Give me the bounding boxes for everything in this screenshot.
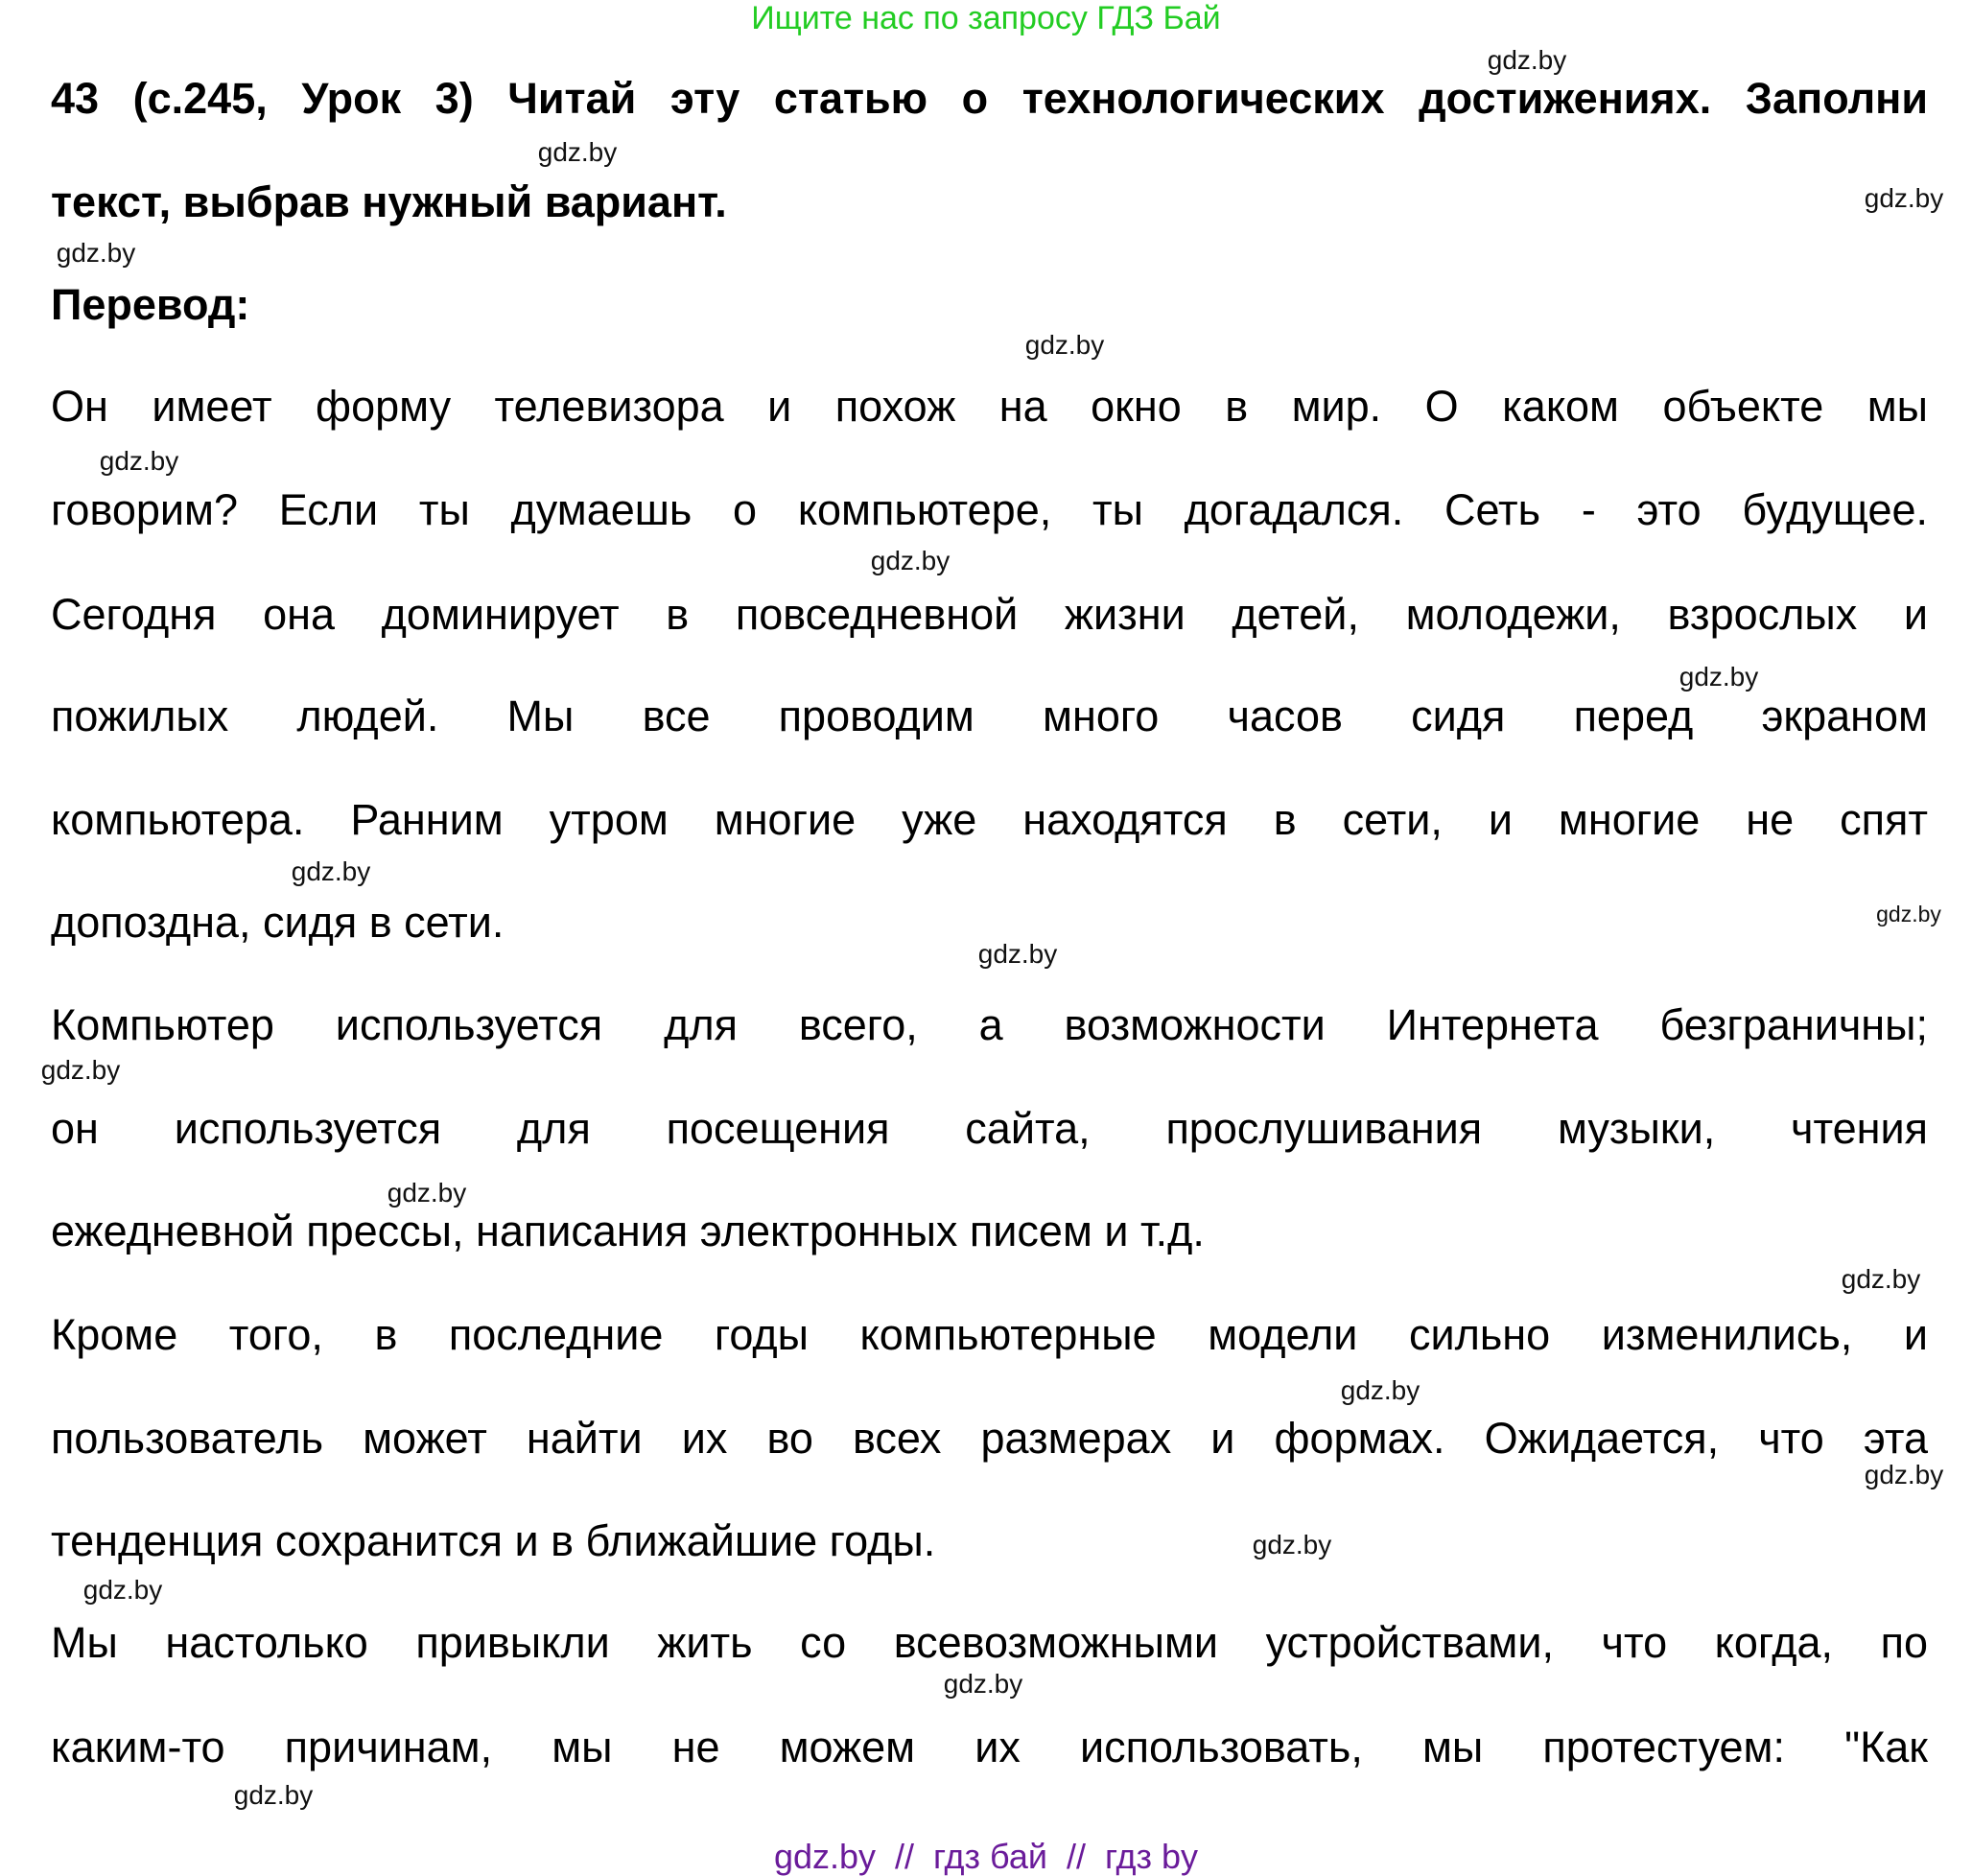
translation-heading: Перевод: [51, 280, 250, 329]
watermark: gdz.by [1864, 183, 1944, 213]
watermark: gdz.by [1864, 1460, 1944, 1489]
watermark: gdz.by [40, 1055, 121, 1085]
body-line: Компьютер используется для всего, а возможности Интернета безграничны; [51, 1000, 1928, 1049]
watermark: gdz.by [1487, 45, 1567, 75]
body-line: пожилых людей. Мы все проводим много часов сидя перед экраном [51, 692, 1928, 740]
body-line: компьютера. Ранним утром многие уже находятся в сети, и многие не спят [51, 795, 1928, 844]
watermark: gdz.by [233, 1780, 314, 1810]
watermark: gdz.by [291, 856, 371, 886]
body-line: Кроме того, в последние годы компьютерные модели сильно изменились, и [51, 1310, 1928, 1359]
watermark: gdz.by [1024, 330, 1105, 360]
watermark: gdz.by [82, 1575, 163, 1605]
body-line: он используется для посещения сайта, прослушивания музыки, чтения [51, 1104, 1928, 1153]
body-line: Сегодня она доминирует в повседневной жизни детей, молодежи, взрослых и [51, 590, 1928, 639]
watermark: gdz.by [1876, 902, 1941, 926]
footer-links[interactable]: gdz.by // гдз бай // гдз by [773, 1837, 1199, 1876]
task-title-line-1: 43 (с.245, Урок 3) Читай эту статью о технологических достижениях. Заполни [51, 74, 1928, 123]
body-line: Он имеет форму телевизора и похож на окно в мир. О каком объекте мы [51, 382, 1928, 431]
body-line: Мы настолько привыкли жить со всевозможными устройствами, что когда, по [51, 1618, 1928, 1667]
watermark: gdz.by [537, 137, 618, 167]
search-banner: Ищите нас по запросу ГДЗ Бай [751, 0, 1221, 36]
watermark: gdz.by [387, 1178, 467, 1208]
body-line: каким-то причинам, мы не можем их использовать, мы протестуем: "Как [51, 1723, 1928, 1771]
watermark: gdz.by [99, 446, 179, 476]
body-line: пользователь может найти их во всех размерах и формах. Ожидается, что эта [51, 1414, 1928, 1463]
watermark: gdz.by [870, 546, 951, 575]
body-line: тенденция сохранится и в ближайшие годы. [51, 1516, 936, 1565]
watermark: gdz.by [1252, 1530, 1332, 1559]
body-line: говорим? Если ты думаешь о компьютере, ты догадался. Сеть - это будущее. [51, 485, 1928, 534]
watermark: gdz.by [1679, 662, 1759, 692]
body-line: ежедневной прессы, написания электронных писем и т.д. [51, 1207, 1205, 1255]
task-title-line-2: текст, выбрав нужный вариант. [51, 177, 727, 226]
watermark: gdz.by [1340, 1375, 1420, 1405]
watermark: gdz.by [943, 1669, 1023, 1699]
watermark: gdz.by [977, 939, 1058, 969]
body-line: допоздна, сидя в сети. [51, 898, 505, 947]
watermark: gdz.by [1841, 1264, 1921, 1294]
watermark: gdz.by [56, 238, 136, 268]
